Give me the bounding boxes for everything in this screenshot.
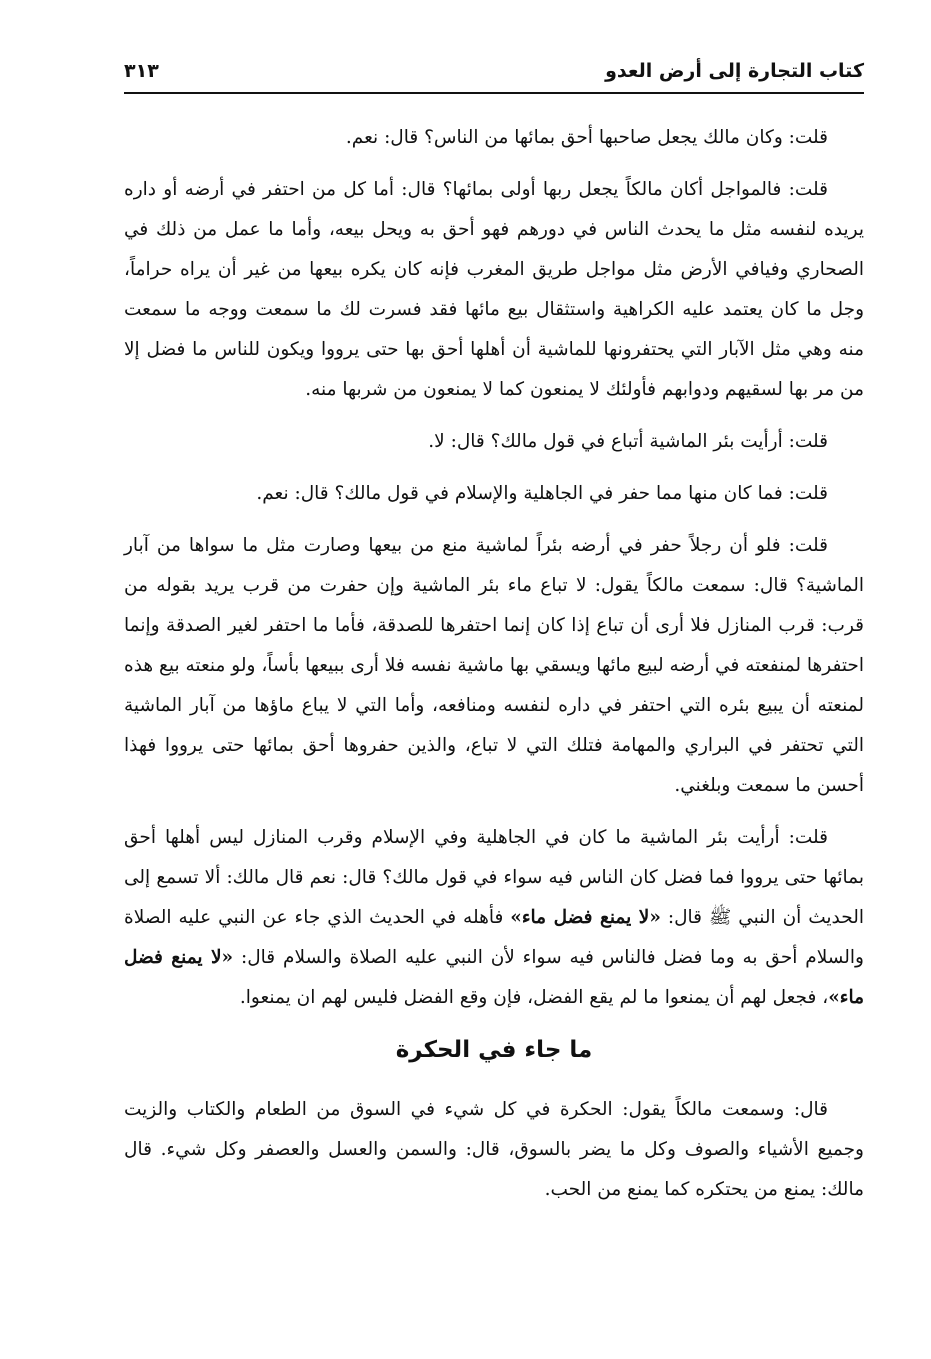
section-title: ما جاء في الحكرة <box>395 1037 593 1063</box>
page-number: ٣١٣ <box>124 60 159 82</box>
hadith-quote-1: «لا يمنع فضل ماء» <box>510 907 661 928</box>
paragraph-1: قلت: وكان مالك يجعل صاحبها أحق بمائها من الناس؟ قال: نعم. <box>345 127 828 148</box>
paragraph-2: قلت: فالمواجل أكان مالكاً يجعل ربها أولى بمائها؟ قال: أما كل من احتفر في أرضه أو داره يريده لنفسه مثل ما يحدث الناس في دورهم فهو أحق به ويحل بيعه، وأما ما عمل من ذلك في الصحاري وفيافي الأرض مثل مواجل طريق المغرب فإنه كان يكره بيعها من غير أن يراه حراماً، وجل ما كان يعتمد عليه الكراهية واستثقال بيع مائها فقد فسرت لك ما سمعت ووجه ما سمعت منه وهي مثل الآبار التي يحتفرونها للماشية أن أهلها أحق بها حتى يرووا ويكون للناس ما فضل إلا من مر بها لسقيهم ودوابهم فأولئك لا يمنعون كما لا يمنعون من شربها منه. <box>124 179 864 400</box>
paragraph-5: قلت: فلو أن رجلاً حفر في أرضه بئراً لماشية منع من بيعها وصارت مثل ما سواها من آبار الماشية؟ قال: سمعت مالكاً يقول: لا تباع ماء بئر الماشية وإن حفرت من قرب يريد بقوله من قرب: قرب المنازل فلا أرى أن تباع إذا كان إنما احتفرها للصدقة، فأما ما احتفر لغير الصدقة وإنما احتفرها لمنفعته في أرضه لبيع مائها ويسقي بها ماشية نفسه فلا أرى ببيعها بأساً، ولو منعته بيع هذه لمنعته أن يبيع بئره التي احتفر في داره لنفسه ومنافعه، وأما التي لا يباع ماؤها من آبار الماشية التي تحتفر في البراري والمهامة فتلك التي لا تباع، والذين حفروها أحق بمائها حتى يرووا فهذا أحسن ما سمعت وبلغني. <box>124 535 864 796</box>
paragraph-6-middle: فأهله في الحديث الذي جاء عن النبي عليه الصلاة والسلام أحق به وما فضل فالناس فيه سواء لأن النبي عليه الصلاة والسلام قال: <box>124 907 864 968</box>
paragraph-3: قلت: أرأيت بئر الماشية أتباع في قول مالك؟ قال: لا. <box>428 431 828 452</box>
paragraph-6 <box>124 818 864 1018</box>
paragraph-4: قلت: فما كان منها مما حفر في الجاهلية والإسلام في قول مالك؟ قال: نعم. <box>256 483 828 504</box>
paragraph-6-after: ، فجعل لهم أن يمنعوا ما لم يقع الفضل، فإن وقع الفضل فليس لهم ان يمنعوا. <box>239 987 829 1008</box>
section-paragraph: قال: وسمعت مالكاً يقول: الحكرة في كل شيء في السوق من الطعام والكتاب والزيت وجميع الأشياء والصوف وكل ما يضر بالسوق، قال: والسمن والعسل والعصفر وكل شيء. قال مالك: يمنع من يحتكره كما يمنع من الحب. <box>124 1099 864 1200</box>
hadith-quote-2: «لا يمنع فضل ماء» <box>124 947 864 1008</box>
header-title: كتاب التجارة إلى أرض العدو <box>605 60 864 82</box>
paragraph-6-before: قلت: أرأيت بئر الماشية ما كان في الجاهلية وفي الإسلام وقرب المنازل ليس أهلها أحق بمائها حتى يرووا فما فضل كان الناس فيه سواء في قول مالك؟ قال: نعم قال مالك: ألا تسمع إلى الحديث أن النبي ﷺ قال: <box>124 827 864 928</box>
running-header <box>124 52 864 94</box>
page-body <box>124 118 864 1210</box>
